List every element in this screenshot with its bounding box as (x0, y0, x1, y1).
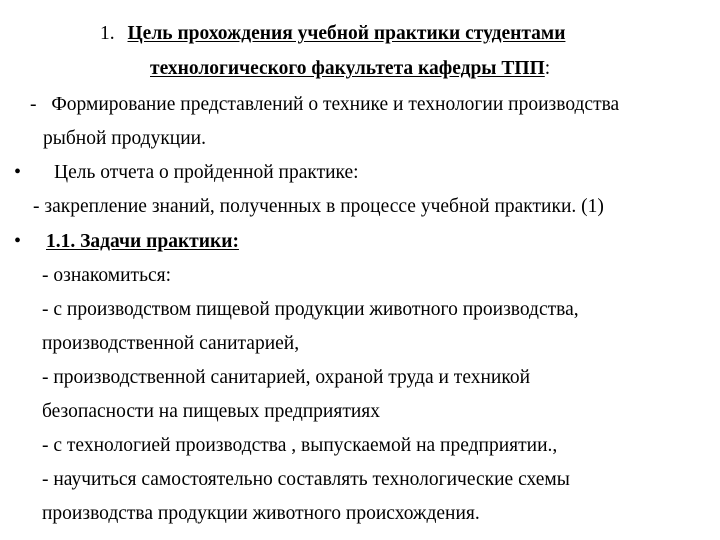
task-item: производственной санитарией, (42, 333, 300, 354)
heading-number: 1. (100, 23, 115, 44)
heading-line-1 (100, 22, 565, 46)
heading-title-line-2: технологического факультета кафедры ТПП (150, 58, 545, 79)
task-item: - производственной санитарией, охраной труда и техникой (42, 367, 531, 388)
goal-line-2 (43, 127, 206, 151)
task-item: - научиться самостоятельно составлять технологические схемы (42, 469, 570, 490)
task-item: производства продукции животного происхождения. (42, 503, 480, 524)
task-item: - с производством пищевой продукции животного производства, (42, 299, 579, 320)
heading-colon: : (544, 58, 551, 79)
task-item: - с технологией производства , выпускаемой на предприятии., (42, 435, 558, 456)
report-bullet: • (14, 161, 22, 183)
task-item: - ознакомиться: (42, 265, 172, 286)
heading-line-2 (150, 57, 550, 81)
goal-line-1 (30, 93, 619, 117)
heading-title-line-1: Цель прохождения учебной практики студентами (127, 23, 566, 44)
report-label: Цель отчета о пройденной практике: (54, 162, 359, 183)
goal-dash: - (30, 94, 37, 115)
tasks-heading-text: 1.1. Задачи практики: (46, 231, 239, 252)
goal-text-1: Формирование представлений о технике и технологии производства (51, 94, 620, 115)
report-text: - закрепление знаний, полученных в процессе учебной практики. (1) (33, 196, 604, 217)
tasks-bullet: • (14, 230, 22, 252)
tasks-heading (46, 230, 239, 254)
task-item: безопасности на пищевых предприятиях (42, 401, 381, 422)
goal-text-2: рыбной продукции. (43, 128, 206, 149)
